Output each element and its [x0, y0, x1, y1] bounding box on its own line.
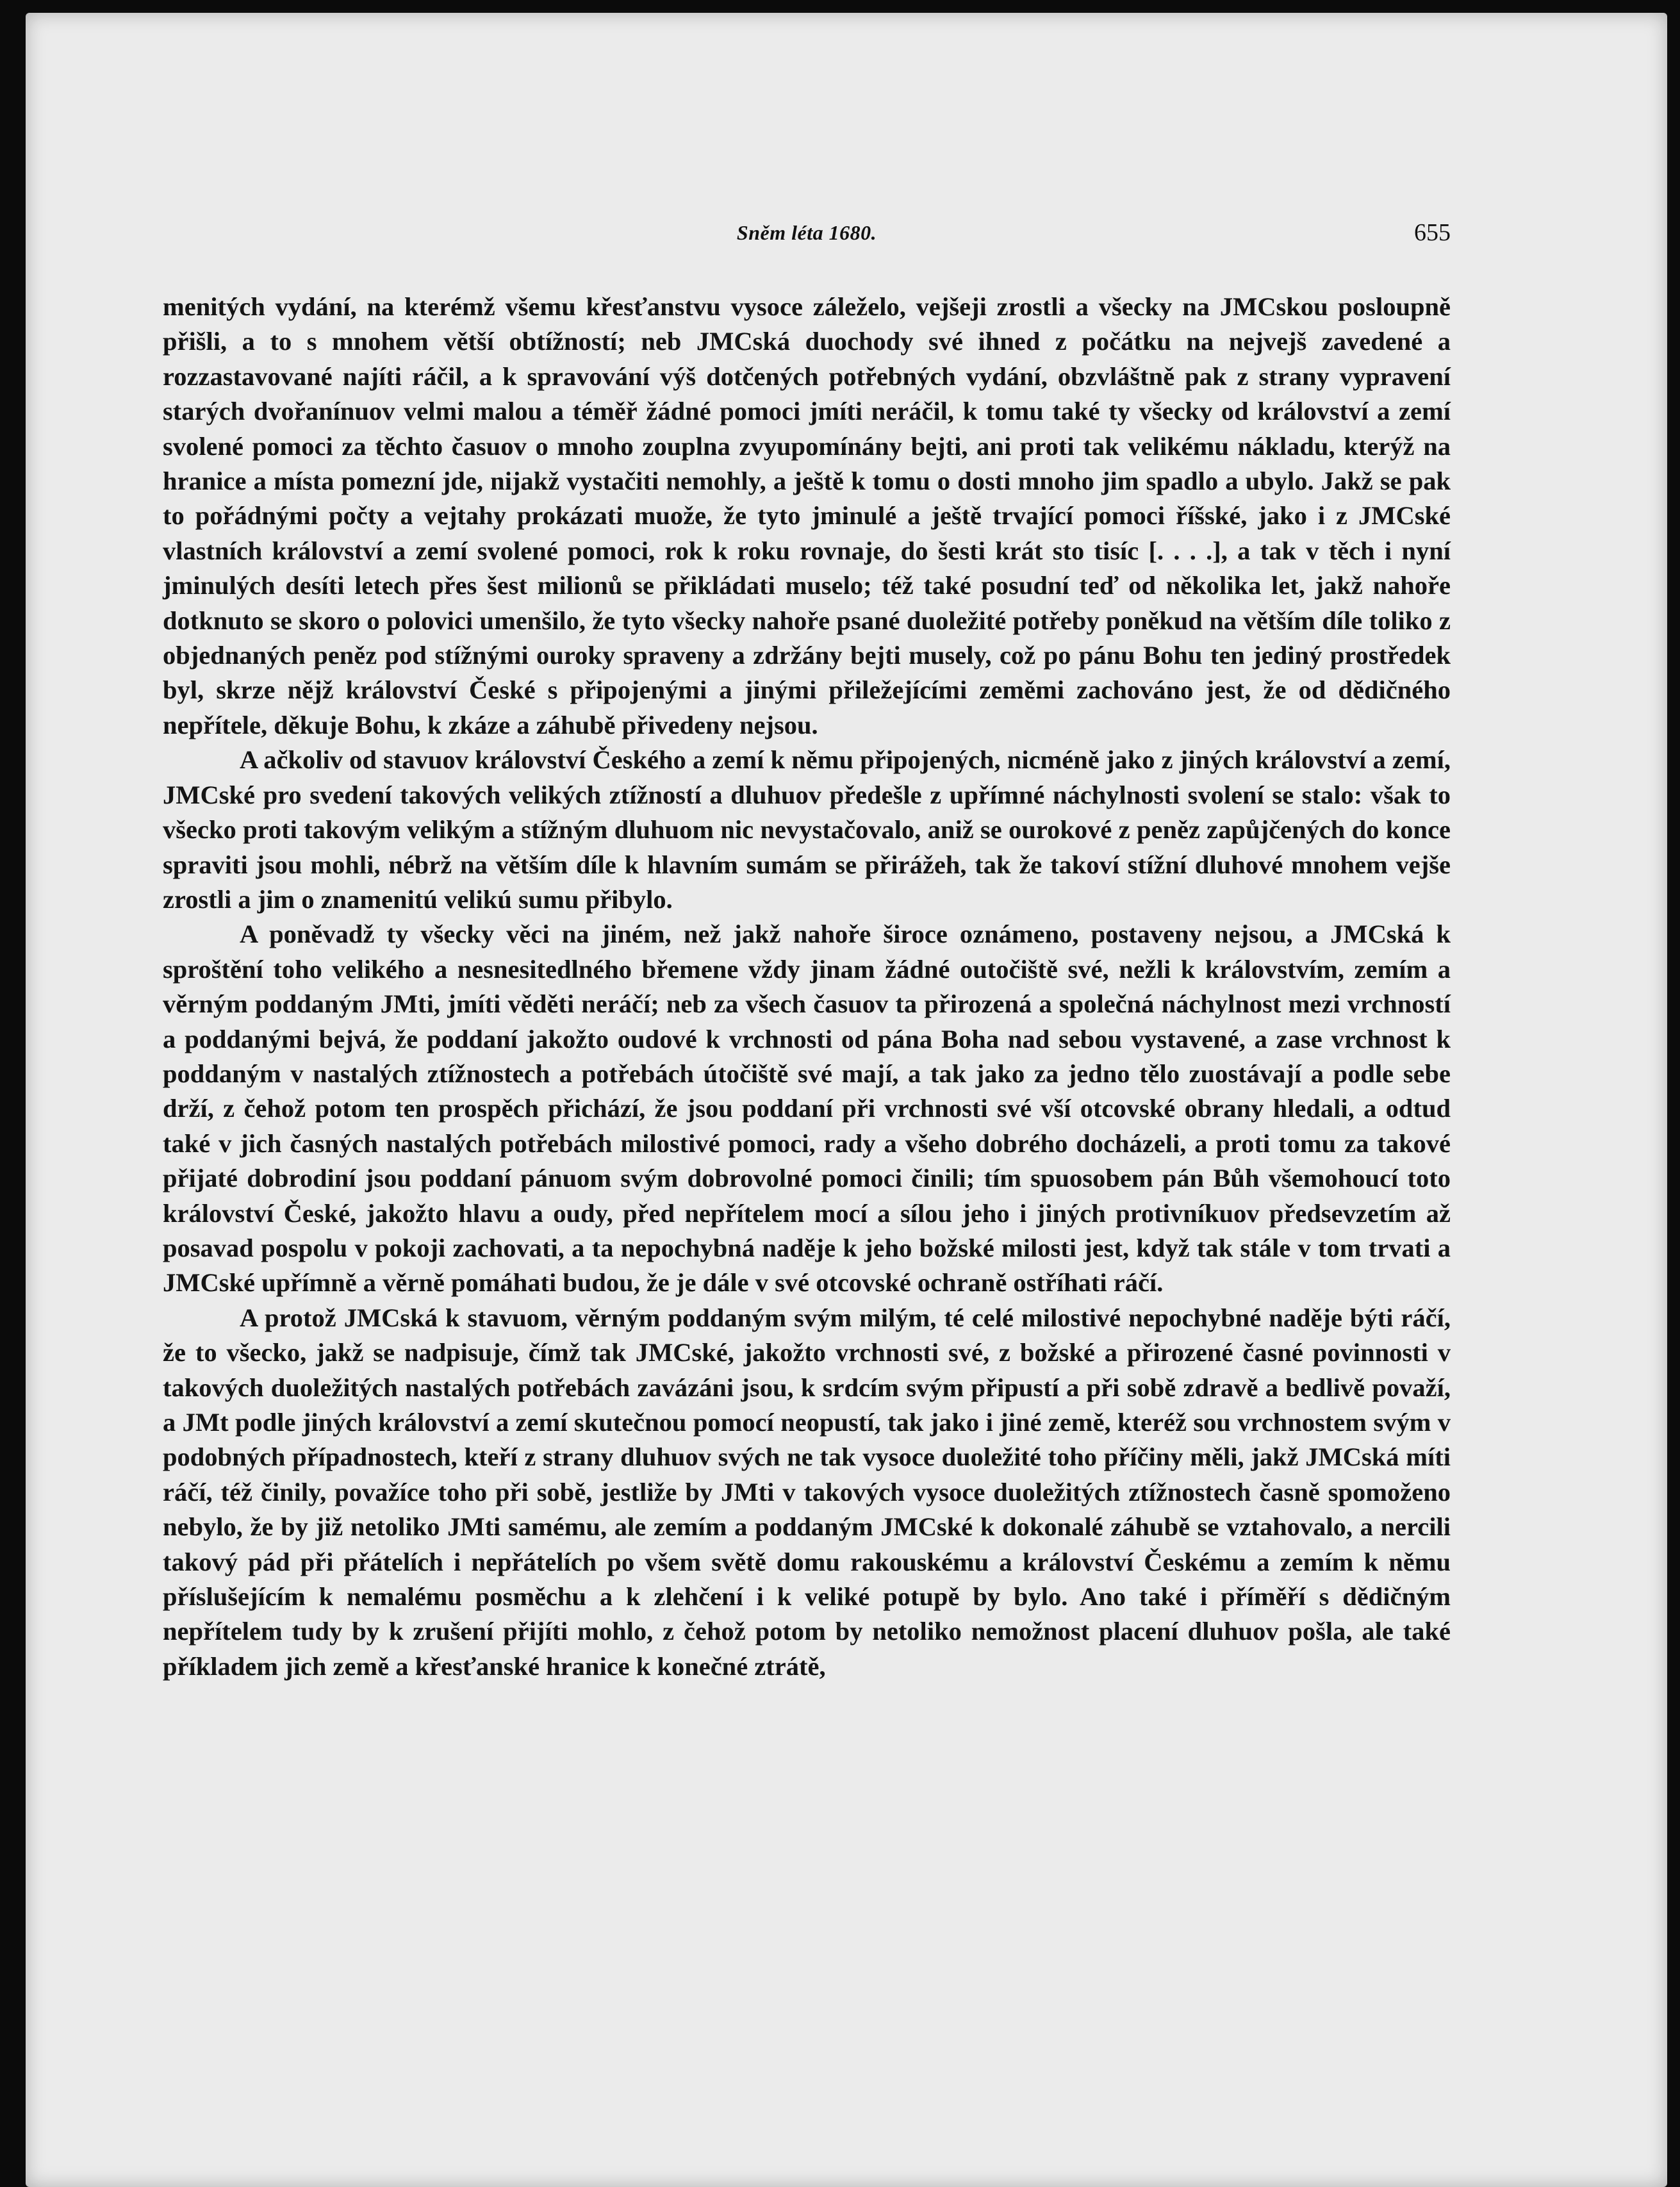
paragraph-1: menitých vydání, na kterémž všemu křesťanstvu vysoce záleželo, vejšeji zrostli a všecky na JMCskou posloupně přišli, a to s mnohem větší obtížností; neb JMCská duochody své ihned z počátku na nejvejš zavedené a rozzastavované najíti ráčil, a k spravování výš dotčených potřebných vydání, obzvláštně pak z strany vypravení starých dvořanínuov velmi malou a téměř žádné pomoci jmíti neráčil, k tomu také ty všecky od království a zemí svolené pomoci za těchto časuov o mnoho zouplna zvyupomínány bejti, ani proti tak velikému nákladu, kterýž na hranice a místa pomezní jde, nijakž vystačiti nemohly, a ještě k tomu o dosti mnoho jim spadlo a ubylo. Jakž se pak to pořádnými počty a vejtahy prokázati muože, že tyto jminulé a ještě trvající pomoci říšské, jako i z JMCské vlastních království a zemí svolené pomoci, rok k roku rovnaje, do šesti krát sto tisíc [. . . .], a tak v těch i nyní jminulých desíti letech přes šest milionů se přikládati muselo; též také posudní teď od několika let, jakž nahoře dotknuto se skoro o polovici umenšilo, že tyto všecky nahoře psané duoležité potřeby poněkud na větším díle toliko z objednaných peněz pod stížnými ouroky spraveny a zdržány bejti musely, což po pánu Bohu ten jediný prostředek byl, skrze nějž království České s připojenými a jinými přiležejícími zeměmi zachováno jest, že od dědičného nepřítele, děkuje Bohu, k zkáze a záhubě přivedeny nejsou.: [163, 292, 1451, 739]
paragraph-3: A poněvadž ty všecky věci na jiném, než jakž nahoře široce oznámeno, postaveny nejsou, a JMCská k sproštění toho velikého a nesnesitedlného břemene vždy jinam žádné outočiště své, nežli k královstvím, zemím a věrným poddaným JMti, jmíti věděti neráčí; neb za všech časuov ta přirozená a společná náchylnost mezi vrchností a poddanými bejvá, že poddaní jakožto oudové k vrchnosti od pána Boha nad sebou vystavené, a zase vrchnost k poddaným v nastalých ztížnostech a potřebách útočiště své mají, a tak jako za jedno tělo zuostávají a podle sebe drží, z čehož potom ten prospěch přichází, že jsou poddaní při vrchnosti své vší otcovské obrany hledali, a odtud také v jich časných nastalých potřebách milostivé pomoci, rady a všeho dobrého docházeli, a proti tomu za takové přijaté dobrodiní jsou poddaní pánuom svým dobrovolné pomoci činili; tím spuosobem pán Bůh všemohoucí toto království České, jakožto hlavu a oudy, před nepřítelem mocí a sílou jeho i jiných protivníkuov předsevzetím až posavad pospolu v pokoji zachovati, a ta nepochybná naděje k jeho božské milosti jest, když tak stále v tom trvati a JMCské upřímně a věrně pomáhati budou, že je dále v své otcovské ochraně ostříhati ráčí.: [163, 920, 1451, 1298]
paragraph-2: A ačkoliv od stavuov království Českého a zemí k němu připojených, nicméně jako z jiných království a zemí, JMCské pro svedení takových velikých ztížností a dluhuov předešle z upřímné náchylnosti svolení se stalo: však to všecko proti takovým velikým a stížným dluhuom nic nevystačovalo, aniž se ourokové z peněz zapůjčených do konce spraviti jsou mohli, nébrž na větším díle k hlavním sumám se přirážeh, tak že takoví stížní dluhové mnohem vejše zrostli a jim o znamenitú velikú sumu přibylo.: [163, 745, 1451, 914]
page-number: 655: [1414, 219, 1451, 246]
running-head: Sněm léta 1680.: [736, 221, 877, 244]
page-header: [163, 221, 1451, 260]
body-text: [163, 290, 1451, 1684]
scanned-page: [26, 13, 1667, 2187]
paragraph-4: A protož JMCská k stavuom, věrným poddaným svým milým, té celé milostivé nepochybné naděje býti ráčí, že to všecko, jakž se nadpisuje, čímž tak JMCské, jakožto vrchnosti své, z božské a přirozené časné povinnosti v takových duoležitých nastalých potřebách zavázáni jsou, k srdcím svým připustí a při sobě zdravě a bedlivě považí, a JMt podle jiných království a zemí skutečnou pomocí neopustí, tak jako i jiné země, kteréž sou vrchnostem svým v podobných případnostech, kteří z strany dluhuov svých ne tak vysoce duoležité toho příčiny měli, jakž JMCská míti ráčí, též činily, považíce toho při sobě, jestliže by JMti v takových vysoce duoležitých ztížnostech časně spomoženo nebylo, že by již netoliko JMti samému, ale zemím a poddaným JMCské k dokonalé záhubě se vztahovalo, a nercili takový pád při přátelích i nepřátelích po všem světě domu rakouskému a království Českému a zemím k němu příslušejícím k nemalému posměchu a k zlehčení i k veliké potupě by bylo. Ano také i příměří s dědičným nepřítelem tudy by k zrušení přijíti mohlo, z čehož potom by netoliko nemožnost placení dluhuov pošla, ale také příkladem jich země a křesťanské hranice k konečné ztrátě,: [163, 1303, 1451, 1681]
